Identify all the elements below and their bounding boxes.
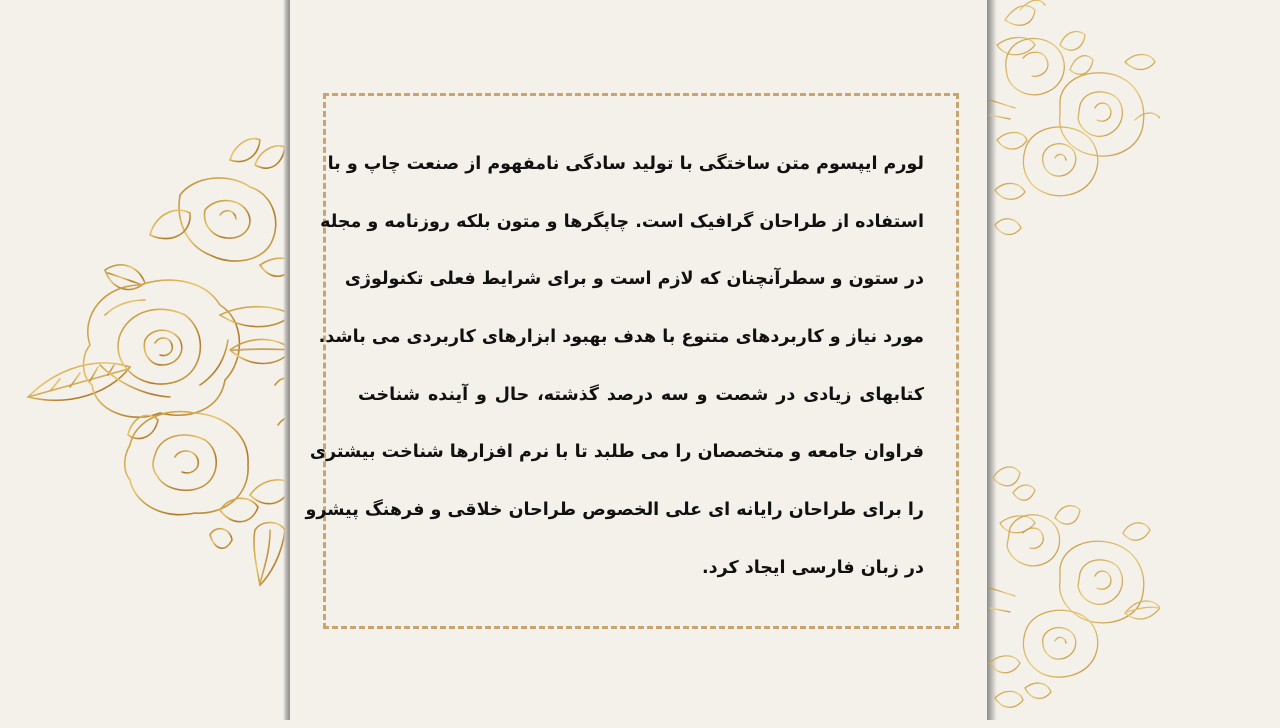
text-line: در ستون و سطرآنچنان که لازم است و برای شرایط فعلی تکنولوژی bbox=[344, 269, 924, 290]
text-line: کتابهای زیادی در شصت و سه درصد گذشته، حال و آینده شناخت bbox=[358, 384, 924, 405]
text-line: استفاده از طراحان گرافیک است. چاپگرها و متون بلکه روزنامه و مجله bbox=[320, 211, 924, 232]
text-line: مورد نیاز و کاربردهای متنوع با هدف بهبود ابزارهای کاربردی می باشد. bbox=[318, 327, 924, 348]
floral-rose-right-bottom-icon bbox=[985, 448, 1160, 728]
text-line: فراوان جامعه و متخصصان را می طلبد تا با نرم افزارها شناخت بیشتری bbox=[309, 442, 924, 463]
text-line: لورم ایپسوم متن ساختگی با تولید سادگی نامفهوم از صنعت چاپ و با bbox=[327, 154, 924, 174]
floral-rose-right-top-icon bbox=[985, 0, 1160, 255]
body-text bbox=[305, 136, 924, 598]
text-line: را برای طراحان رایانه ای علی الخصوص طراحان خلاقی و فرهنگ پیشرو bbox=[305, 500, 924, 521]
floral-rose-left-icon bbox=[20, 135, 295, 590]
text-line: در زبان فارسی ایجاد کرد. bbox=[701, 557, 924, 578]
